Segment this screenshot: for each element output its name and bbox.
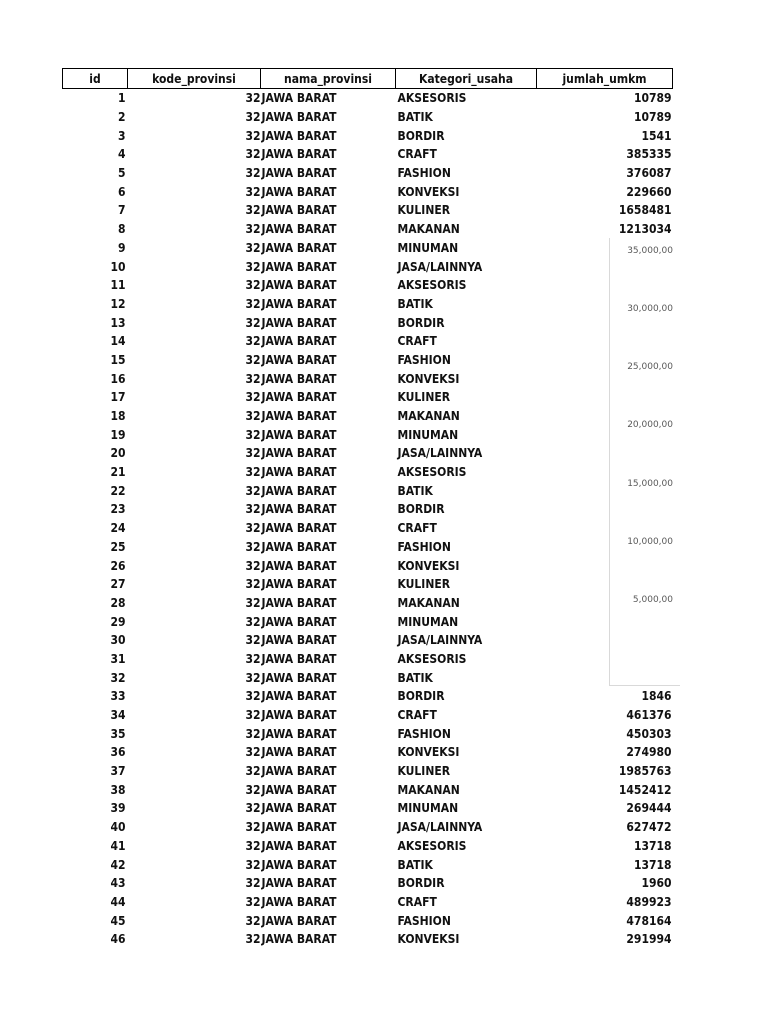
cell-kode-provinsi[interactable]: 32 bbox=[245, 259, 261, 274]
cell-kategori-usaha[interactable]: FASHION bbox=[397, 166, 451, 181]
cell-kode-provinsi[interactable]: 32 bbox=[245, 820, 261, 835]
table-row bbox=[63, 612, 673, 631]
cell-jumlah-umkm[interactable]: 10789 bbox=[633, 91, 672, 106]
cell-id[interactable]: 38 bbox=[110, 782, 126, 797]
cell-kode-provinsi[interactable]: 32 bbox=[245, 427, 261, 442]
cell-nama-provinsi[interactable]: JAWA BARAT bbox=[261, 296, 337, 311]
cell-id[interactable]: 45 bbox=[110, 913, 126, 928]
table-row bbox=[63, 762, 673, 781]
table-row bbox=[63, 538, 673, 557]
cell-id[interactable]: 44 bbox=[110, 894, 126, 909]
header-id[interactable]: id bbox=[63, 69, 128, 89]
cell-kategori-usaha[interactable]: BORDIR bbox=[397, 128, 445, 143]
cell-kategori-usaha[interactable]: KULINER bbox=[397, 764, 451, 779]
cell-kode-provinsi[interactable]: 32 bbox=[245, 857, 261, 872]
table-row bbox=[63, 556, 673, 575]
cell-id[interactable]: 27 bbox=[110, 577, 126, 592]
table-row bbox=[63, 239, 673, 258]
cell-id[interactable]: 13 bbox=[110, 315, 126, 330]
table-row bbox=[63, 444, 673, 463]
cell-kode-provinsi[interactable]: 32 bbox=[245, 110, 261, 125]
cell-kategori-usaha[interactable]: BORDIR bbox=[397, 502, 445, 517]
cell-nama-provinsi[interactable]: JAWA BARAT bbox=[261, 633, 337, 648]
cell-id[interactable]: 32 bbox=[110, 670, 126, 685]
cell-nama-provinsi[interactable]: JAWA BARAT bbox=[261, 203, 337, 218]
cell-kategori-usaha[interactable]: AKSESORIS bbox=[397, 465, 467, 480]
embedded-chart[interactable] bbox=[609, 238, 680, 686]
cell-kode-provinsi[interactable]: 32 bbox=[245, 595, 261, 610]
cell-kode-provinsi[interactable]: 32 bbox=[245, 409, 261, 424]
cell-nama-provinsi[interactable]: JAWA BARAT bbox=[261, 894, 337, 909]
cell-nama-provinsi[interactable]: JAWA BARAT bbox=[261, 352, 337, 367]
cell-id[interactable]: 29 bbox=[110, 614, 126, 629]
table-row bbox=[63, 930, 673, 949]
cell-kode-provinsi[interactable]: 32 bbox=[245, 521, 261, 536]
table-row bbox=[63, 388, 673, 407]
cell-kode-provinsi[interactable]: 32 bbox=[245, 745, 261, 760]
cell-nama-provinsi[interactable]: JAWA BARAT bbox=[261, 801, 337, 816]
cell-id[interactable]: 8 bbox=[117, 222, 126, 237]
cell-kategori-usaha[interactable]: AKSESORIS bbox=[397, 278, 467, 293]
spreadsheet bbox=[62, 68, 672, 949]
cell-kode-provinsi[interactable]: 32 bbox=[245, 278, 261, 293]
cell-id[interactable]: 26 bbox=[110, 558, 126, 573]
table-row bbox=[63, 855, 673, 874]
cell-kategori-usaha[interactable]: CRAFT bbox=[397, 521, 437, 536]
cell-id[interactable]: 34 bbox=[110, 708, 126, 723]
table-row bbox=[63, 837, 673, 856]
cell-kategori-usaha[interactable]: JASA/LAINNYA bbox=[397, 820, 483, 835]
cell-nama-provinsi[interactable]: JAWA BARAT bbox=[261, 184, 337, 199]
table-row bbox=[63, 201, 673, 220]
table-row bbox=[63, 481, 673, 500]
cell-kategori-usaha[interactable]: JASA/LAINNYA bbox=[397, 446, 483, 461]
table-row bbox=[63, 594, 673, 613]
cell-jumlah-umkm[interactable]: 1985763 bbox=[618, 764, 672, 779]
cell-kategori-usaha[interactable]: AKSESORIS bbox=[397, 838, 467, 853]
table-row bbox=[63, 743, 673, 762]
cell-id[interactable]: 23 bbox=[110, 502, 126, 517]
cell-kategori-usaha[interactable]: BATIK bbox=[397, 670, 433, 685]
table-row bbox=[63, 687, 673, 706]
cell-kode-provinsi[interactable]: 32 bbox=[245, 240, 261, 255]
cell-kode-provinsi[interactable]: 32 bbox=[245, 614, 261, 629]
header-kategori-usaha[interactable]: Kategori_usaha bbox=[396, 69, 537, 89]
cell-nama-provinsi[interactable]: JAWA BARAT bbox=[261, 390, 337, 405]
cell-id[interactable]: 5 bbox=[117, 166, 126, 181]
cell-nama-provinsi[interactable]: JAWA BARAT bbox=[261, 726, 337, 741]
cell-jumlah-umkm[interactable]: 269444 bbox=[626, 801, 672, 816]
table-row bbox=[63, 295, 673, 314]
cell-id[interactable]: 22 bbox=[110, 483, 126, 498]
cell-id[interactable]: 3 bbox=[117, 128, 126, 143]
cell-nama-provinsi[interactable]: JAWA BARAT bbox=[261, 147, 337, 162]
table-row bbox=[63, 668, 673, 687]
table-row bbox=[63, 220, 673, 239]
cell-kode-provinsi[interactable]: 32 bbox=[245, 651, 261, 666]
cell-nama-provinsi[interactable]: JAWA BARAT bbox=[261, 745, 337, 760]
cell-kode-provinsi[interactable]: 32 bbox=[245, 371, 261, 386]
cell-kode-provinsi[interactable]: 32 bbox=[245, 334, 261, 349]
table-row bbox=[63, 276, 673, 295]
cell-nama-provinsi[interactable]: JAWA BARAT bbox=[261, 782, 337, 797]
cell-kategori-usaha[interactable]: MAKANAN bbox=[397, 222, 460, 237]
cell-kategori-usaha[interactable]: KONVEKSI bbox=[397, 745, 460, 760]
cell-nama-provinsi[interactable]: JAWA BARAT bbox=[261, 838, 337, 853]
cell-jumlah-umkm[interactable]: 1658481 bbox=[618, 203, 672, 218]
cell-kode-provinsi[interactable]: 32 bbox=[245, 726, 261, 741]
cell-kategori-usaha[interactable]: MAKANAN bbox=[397, 595, 460, 610]
cell-id[interactable]: 1 bbox=[117, 91, 126, 106]
cell-nama-provinsi[interactable]: JAWA BARAT bbox=[261, 110, 337, 125]
cell-id[interactable]: 2 bbox=[117, 110, 126, 125]
cell-kategori-usaha[interactable]: KONVEKSI bbox=[397, 558, 460, 573]
table-row bbox=[63, 874, 673, 893]
cell-jumlah-umkm[interactable]: 13718 bbox=[633, 857, 672, 872]
cell-kategori-usaha[interactable]: BORDIR bbox=[397, 876, 445, 891]
cell-kategori-usaha[interactable]: CRAFT bbox=[397, 147, 437, 162]
cell-kategori-usaha[interactable]: FASHION bbox=[397, 913, 451, 928]
cell-jumlah-umkm[interactable]: 489923 bbox=[626, 894, 672, 909]
cell-kategori-usaha[interactable]: BATIK bbox=[397, 857, 433, 872]
cell-kode-provinsi[interactable]: 32 bbox=[245, 708, 261, 723]
cell-kode-provinsi[interactable]: 32 bbox=[245, 147, 261, 162]
cell-id[interactable]: 14 bbox=[110, 334, 126, 349]
chart-y-tick-label: 20,000,00 bbox=[627, 420, 673, 430]
cell-jumlah-umkm[interactable]: 10789 bbox=[633, 110, 672, 125]
cell-kategori-usaha[interactable]: KULINER bbox=[397, 390, 451, 405]
cell-id[interactable]: 6 bbox=[117, 184, 126, 199]
cell-kode-provinsi[interactable]: 32 bbox=[245, 913, 261, 928]
cell-id[interactable]: 41 bbox=[110, 838, 126, 853]
cell-kategori-usaha[interactable]: KONVEKSI bbox=[397, 371, 460, 386]
chart-y-tick-label: 35,000,00 bbox=[627, 246, 673, 256]
cell-jumlah-umkm[interactable]: 461376 bbox=[626, 708, 672, 723]
cell-jumlah-umkm[interactable]: 1213034 bbox=[618, 222, 672, 237]
table-row bbox=[63, 575, 673, 594]
cell-nama-provinsi[interactable]: JAWA BARAT bbox=[261, 166, 337, 181]
table-row bbox=[63, 257, 673, 276]
cell-kode-provinsi[interactable]: 32 bbox=[245, 128, 261, 143]
cell-kategori-usaha[interactable]: KONVEKSI bbox=[397, 184, 460, 199]
chart-y-tick-label: 10,000,00 bbox=[627, 537, 673, 547]
cell-id[interactable]: 19 bbox=[110, 427, 126, 442]
cell-id[interactable]: 36 bbox=[110, 745, 126, 760]
cell-kategori-usaha[interactable]: BATIK bbox=[397, 483, 433, 498]
cell-id[interactable]: 10 bbox=[110, 259, 126, 274]
cell-kategori-usaha[interactable]: BATIK bbox=[397, 296, 433, 311]
cell-kode-provinsi[interactable]: 32 bbox=[245, 689, 261, 704]
cell-nama-provinsi[interactable]: JAWA BARAT bbox=[261, 278, 337, 293]
cell-kategori-usaha[interactable]: KULINER bbox=[397, 203, 451, 218]
cell-nama-provinsi[interactable]: JAWA BARAT bbox=[261, 539, 337, 554]
cell-kode-provinsi[interactable]: 32 bbox=[245, 296, 261, 311]
cell-jumlah-umkm[interactable]: 1541 bbox=[641, 128, 672, 143]
cell-kategori-usaha[interactable]: BORDIR bbox=[397, 689, 445, 704]
table-row bbox=[63, 313, 673, 332]
cell-id[interactable]: 28 bbox=[110, 595, 126, 610]
cell-kategori-usaha[interactable]: CRAFT bbox=[397, 334, 437, 349]
cell-kode-provinsi[interactable]: 32 bbox=[245, 184, 261, 199]
cell-nama-provinsi[interactable]: JAWA BARAT bbox=[261, 315, 337, 330]
cell-id[interactable]: 37 bbox=[110, 764, 126, 779]
cell-id[interactable]: 42 bbox=[110, 857, 126, 872]
header-kode-provinsi[interactable]: kode_provinsi bbox=[128, 69, 261, 89]
cell-nama-provinsi[interactable]: JAWA BARAT bbox=[261, 651, 337, 666]
cell-kode-provinsi[interactable]: 32 bbox=[245, 782, 261, 797]
cell-nama-provinsi[interactable]: JAWA BARAT bbox=[261, 614, 337, 629]
cell-id[interactable]: 17 bbox=[110, 390, 126, 405]
cell-kategori-usaha[interactable]: AKSESORIS bbox=[397, 91, 467, 106]
cell-id[interactable]: 12 bbox=[110, 296, 126, 311]
cell-id[interactable]: 20 bbox=[110, 446, 126, 461]
cell-jumlah-umkm[interactable]: 627472 bbox=[626, 820, 672, 835]
cell-kategori-usaha[interactable]: FASHION bbox=[397, 352, 451, 367]
cell-kode-provinsi[interactable]: 32 bbox=[245, 876, 261, 891]
cell-nama-provinsi[interactable]: JAWA BARAT bbox=[261, 876, 337, 891]
cell-jumlah-umkm[interactable]: 376087 bbox=[626, 166, 672, 181]
cell-id[interactable]: 40 bbox=[110, 820, 126, 835]
cell-nama-provinsi[interactable]: JAWA BARAT bbox=[261, 409, 337, 424]
cell-kode-provinsi[interactable]: 32 bbox=[245, 764, 261, 779]
cell-jumlah-umkm[interactable]: 450303 bbox=[626, 726, 672, 741]
cell-nama-provinsi[interactable]: JAWA BARAT bbox=[261, 558, 337, 573]
cell-nama-provinsi[interactable]: JAWA BARAT bbox=[261, 240, 337, 255]
umkm-table bbox=[62, 68, 673, 949]
cell-kategori-usaha[interactable]: JASA/LAINNYA bbox=[397, 259, 483, 274]
table-row bbox=[63, 463, 673, 482]
cell-nama-provinsi[interactable]: JAWA BARAT bbox=[261, 708, 337, 723]
cell-id[interactable]: 18 bbox=[110, 409, 126, 424]
cell-kode-provinsi[interactable]: 32 bbox=[245, 502, 261, 517]
table-row bbox=[63, 182, 673, 201]
table-row bbox=[63, 369, 673, 388]
cell-nama-provinsi[interactable]: JAWA BARAT bbox=[261, 371, 337, 386]
chart-y-tick-label: 30,000,00 bbox=[627, 304, 673, 314]
cell-kategori-usaha[interactable]: JASA/LAINNYA bbox=[397, 633, 483, 648]
cell-nama-provinsi[interactable]: JAWA BARAT bbox=[261, 689, 337, 704]
cell-id[interactable]: 35 bbox=[110, 726, 126, 741]
cell-id[interactable]: 4 bbox=[117, 147, 126, 162]
cell-kategori-usaha[interactable]: KONVEKSI bbox=[397, 932, 460, 947]
cell-jumlah-umkm[interactable]: 229660 bbox=[626, 184, 672, 199]
cell-kode-provinsi[interactable]: 32 bbox=[245, 801, 261, 816]
cell-kode-provinsi[interactable]: 32 bbox=[245, 838, 261, 853]
cell-nama-provinsi[interactable]: JAWA BARAT bbox=[261, 521, 337, 536]
cell-id[interactable]: 46 bbox=[110, 932, 126, 947]
table-row bbox=[63, 650, 673, 669]
table-row bbox=[63, 89, 673, 108]
table-row bbox=[63, 108, 673, 127]
cell-id[interactable]: 31 bbox=[110, 651, 126, 666]
cell-id[interactable]: 16 bbox=[110, 371, 126, 386]
cell-kode-provinsi[interactable]: 32 bbox=[245, 203, 261, 218]
cell-id[interactable]: 9 bbox=[117, 240, 126, 255]
cell-kategori-usaha[interactable]: BATIK bbox=[397, 110, 433, 125]
table-row bbox=[63, 893, 673, 912]
cell-kode-provinsi[interactable]: 32 bbox=[245, 352, 261, 367]
table-row bbox=[63, 332, 673, 351]
cell-kategori-usaha[interactable]: KULINER bbox=[397, 577, 451, 592]
cell-kode-provinsi[interactable]: 32 bbox=[245, 390, 261, 405]
cell-id[interactable]: 21 bbox=[110, 465, 126, 480]
cell-kode-provinsi[interactable]: 32 bbox=[245, 577, 261, 592]
table-row bbox=[63, 407, 673, 426]
cell-id[interactable]: 39 bbox=[110, 801, 126, 816]
cell-nama-provinsi[interactable]: JAWA BARAT bbox=[261, 764, 337, 779]
cell-nama-provinsi[interactable]: JAWA BARAT bbox=[261, 820, 337, 835]
cell-jumlah-umkm[interactable]: 13718 bbox=[633, 838, 672, 853]
cell-kode-provinsi[interactable]: 32 bbox=[245, 558, 261, 573]
cell-kode-provinsi[interactable]: 32 bbox=[245, 446, 261, 461]
cell-id[interactable]: 43 bbox=[110, 876, 126, 891]
cell-kode-provinsi[interactable]: 32 bbox=[245, 91, 261, 106]
cell-kategori-usaha[interactable]: MINUMAN bbox=[397, 427, 459, 442]
cell-id[interactable]: 7 bbox=[117, 203, 126, 218]
cell-id[interactable]: 25 bbox=[110, 539, 126, 554]
cell-nama-provinsi[interactable]: JAWA BARAT bbox=[261, 222, 337, 237]
header-row bbox=[63, 69, 673, 89]
cell-nama-provinsi[interactable]: JAWA BARAT bbox=[261, 465, 337, 480]
cell-jumlah-umkm[interactable]: 274980 bbox=[626, 745, 672, 760]
table-row bbox=[63, 126, 673, 145]
cell-nama-provinsi[interactable]: JAWA BARAT bbox=[261, 91, 337, 106]
table-row bbox=[63, 500, 673, 519]
cell-nama-provinsi[interactable]: JAWA BARAT bbox=[261, 483, 337, 498]
cell-kode-provinsi[interactable]: 32 bbox=[245, 315, 261, 330]
cell-id[interactable]: 33 bbox=[110, 689, 126, 704]
cell-kode-provinsi[interactable]: 32 bbox=[245, 465, 261, 480]
cell-kategori-usaha[interactable]: FASHION bbox=[397, 539, 451, 554]
cell-kode-provinsi[interactable]: 32 bbox=[245, 539, 261, 554]
table-row bbox=[63, 799, 673, 818]
cell-kategori-usaha[interactable]: MINUMAN bbox=[397, 801, 459, 816]
cell-kategori-usaha[interactable]: MAKANAN bbox=[397, 409, 460, 424]
cell-kategori-usaha[interactable]: CRAFT bbox=[397, 894, 437, 909]
table-row bbox=[63, 911, 673, 930]
cell-jumlah-umkm[interactable]: 1846 bbox=[641, 689, 672, 704]
cell-jumlah-umkm[interactable]: 1452412 bbox=[618, 782, 672, 797]
table-row bbox=[63, 780, 673, 799]
table-row bbox=[63, 519, 673, 538]
cell-kategori-usaha[interactable]: MAKANAN bbox=[397, 782, 460, 797]
cell-nama-provinsi[interactable]: JAWA BARAT bbox=[261, 932, 337, 947]
cell-kode-provinsi[interactable]: 32 bbox=[245, 932, 261, 947]
cell-kode-provinsi[interactable]: 32 bbox=[245, 633, 261, 648]
table-row bbox=[63, 706, 673, 725]
table-row bbox=[63, 724, 673, 743]
cell-id[interactable]: 15 bbox=[110, 352, 126, 367]
cell-kode-provinsi[interactable]: 32 bbox=[245, 483, 261, 498]
table-row bbox=[63, 351, 673, 370]
cell-nama-provinsi[interactable]: JAWA BARAT bbox=[261, 334, 337, 349]
cell-id[interactable]: 24 bbox=[110, 521, 126, 536]
cell-kategori-usaha[interactable]: CRAFT bbox=[397, 708, 437, 723]
cell-jumlah-umkm[interactable]: 291994 bbox=[626, 932, 672, 947]
cell-nama-provinsi[interactable]: JAWA BARAT bbox=[261, 502, 337, 517]
cell-nama-provinsi[interactable]: JAWA BARAT bbox=[261, 259, 337, 274]
table-row bbox=[63, 164, 673, 183]
cell-kategori-usaha[interactable]: MINUMAN bbox=[397, 614, 459, 629]
cell-nama-provinsi[interactable]: JAWA BARAT bbox=[261, 446, 337, 461]
header-nama-provinsi[interactable]: nama_provinsi bbox=[261, 69, 396, 89]
cell-kode-provinsi[interactable]: 32 bbox=[245, 166, 261, 181]
table-row bbox=[63, 631, 673, 650]
cell-kategori-usaha[interactable]: BORDIR bbox=[397, 315, 445, 330]
table-row bbox=[63, 818, 673, 837]
cell-jumlah-umkm[interactable]: 1960 bbox=[641, 876, 672, 891]
cell-id[interactable]: 30 bbox=[110, 633, 126, 648]
cell-nama-provinsi[interactable]: JAWA BARAT bbox=[261, 595, 337, 610]
cell-nama-provinsi[interactable]: JAWA BARAT bbox=[261, 128, 337, 143]
cell-kode-provinsi[interactable]: 32 bbox=[245, 894, 261, 909]
cell-kategori-usaha[interactable]: MINUMAN bbox=[397, 240, 459, 255]
cell-nama-provinsi[interactable]: JAWA BARAT bbox=[261, 577, 337, 592]
table-row bbox=[63, 145, 673, 164]
cell-kategori-usaha[interactable]: AKSESORIS bbox=[397, 651, 467, 666]
chart-y-tick-label: 15,000,00 bbox=[627, 479, 673, 489]
cell-nama-provinsi[interactable]: JAWA BARAT bbox=[261, 857, 337, 872]
cell-nama-provinsi[interactable]: JAWA BARAT bbox=[261, 670, 337, 685]
cell-jumlah-umkm[interactable]: 478164 bbox=[626, 913, 672, 928]
chart-y-tick-label: 25,000,00 bbox=[627, 362, 673, 372]
cell-nama-provinsi[interactable]: JAWA BARAT bbox=[261, 913, 337, 928]
cell-kode-provinsi[interactable]: 32 bbox=[245, 222, 261, 237]
cell-kode-provinsi[interactable]: 32 bbox=[245, 670, 261, 685]
header-jumlah-umkm[interactable]: jumlah_umkm bbox=[537, 69, 673, 89]
cell-kategori-usaha[interactable]: FASHION bbox=[397, 726, 451, 741]
cell-id[interactable]: 11 bbox=[110, 278, 126, 293]
cell-nama-provinsi[interactable]: JAWA BARAT bbox=[261, 427, 337, 442]
chart-y-tick-label: 5,000,00 bbox=[632, 595, 673, 605]
cell-jumlah-umkm[interactable]: 385335 bbox=[626, 147, 672, 162]
table-row bbox=[63, 425, 673, 444]
